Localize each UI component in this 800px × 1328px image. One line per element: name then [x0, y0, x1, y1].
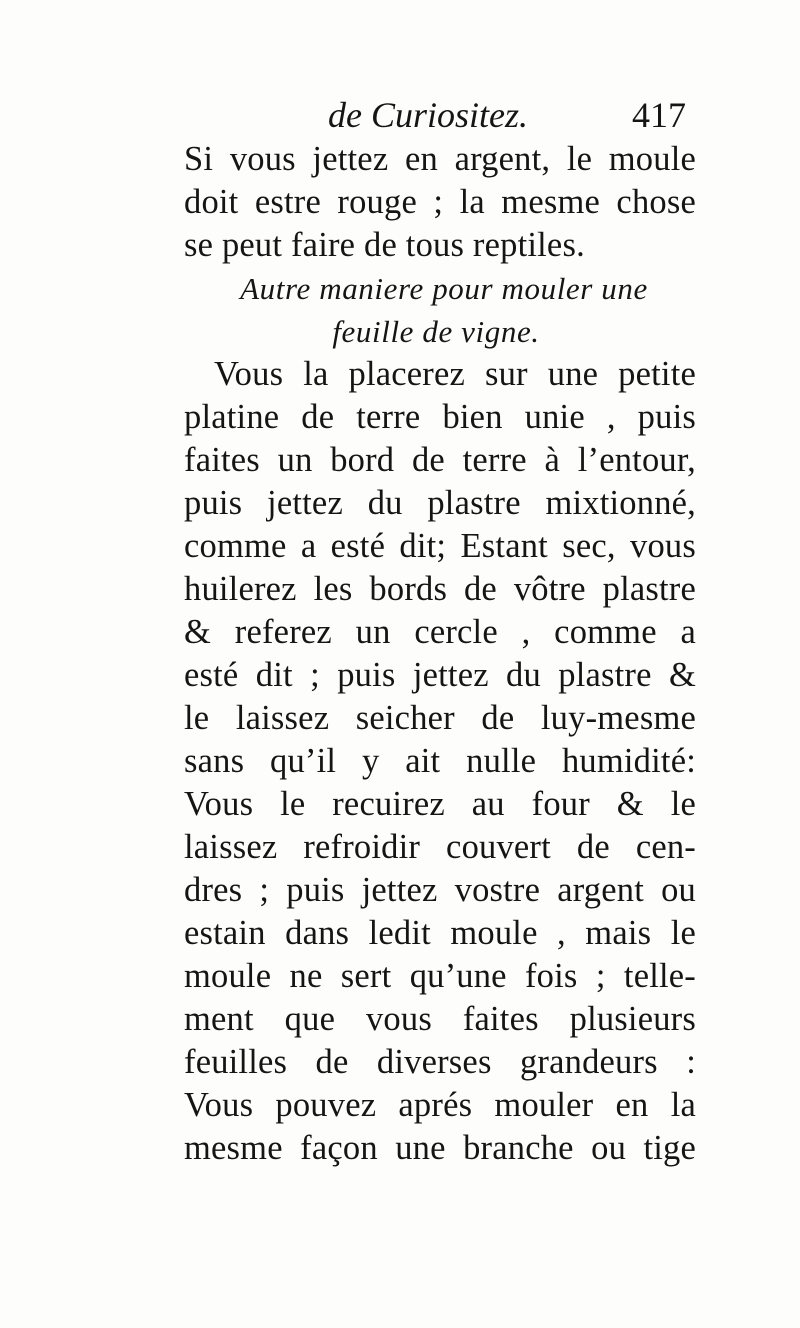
text-line: se peut faire de tous reptiles. [184, 226, 585, 264]
text-line: laissez refroidir couvert de cen- [184, 828, 696, 866]
text-line: & referez un cercle , comme a [184, 613, 696, 651]
text-line: estain dans ledit moule , mais le [184, 914, 696, 952]
text-line: esté dit ; puis jettez du plastre & [184, 656, 696, 694]
text-line: sans qu’il y ait nulle humidité: [184, 742, 696, 780]
text-line: Vous le recuirez au four & le [184, 785, 696, 823]
text-line: Vous la placerez sur une petite [214, 355, 696, 393]
text-line: Vous pouvez aprés mouler en la [184, 1086, 696, 1124]
text-line: faites un bord de terre à l’entour, [184, 441, 696, 479]
text-line: comme a esté dit; Estant sec, vous [184, 527, 696, 565]
text-line: le laissez seicher de luy-mesme [184, 699, 696, 737]
text-line: mesme façon une branche ou tige [184, 1129, 696, 1167]
text-line: moule ne sert qu’une fois ; telle- [184, 957, 696, 995]
body-text [184, 138, 696, 1170]
text-line: huilerez les bords de vôtre plastre [184, 570, 696, 608]
text-line: feuilles de diverses grandeurs : [184, 1043, 696, 1081]
section-heading: Autre maniere pour mouler une [240, 271, 648, 306]
page-number: 417 [632, 95, 686, 135]
running-title: de Curiositez. [328, 95, 529, 135]
text-line: Si vous jettez en argent, le moule [184, 140, 696, 178]
text-line: doit estre rouge ; la mesme chose [184, 183, 696, 221]
text-line: platine de terre bien unie , puis [184, 398, 696, 436]
text-line: dres ; puis jettez vostre argent ou [184, 871, 696, 909]
section-heading: feuille de vigne. [332, 314, 540, 349]
text-line: ment que vous faites plusieurs [184, 1000, 696, 1038]
page-header [184, 92, 694, 138]
text-line: puis jettez du plastre mixtionné, [184, 484, 696, 522]
